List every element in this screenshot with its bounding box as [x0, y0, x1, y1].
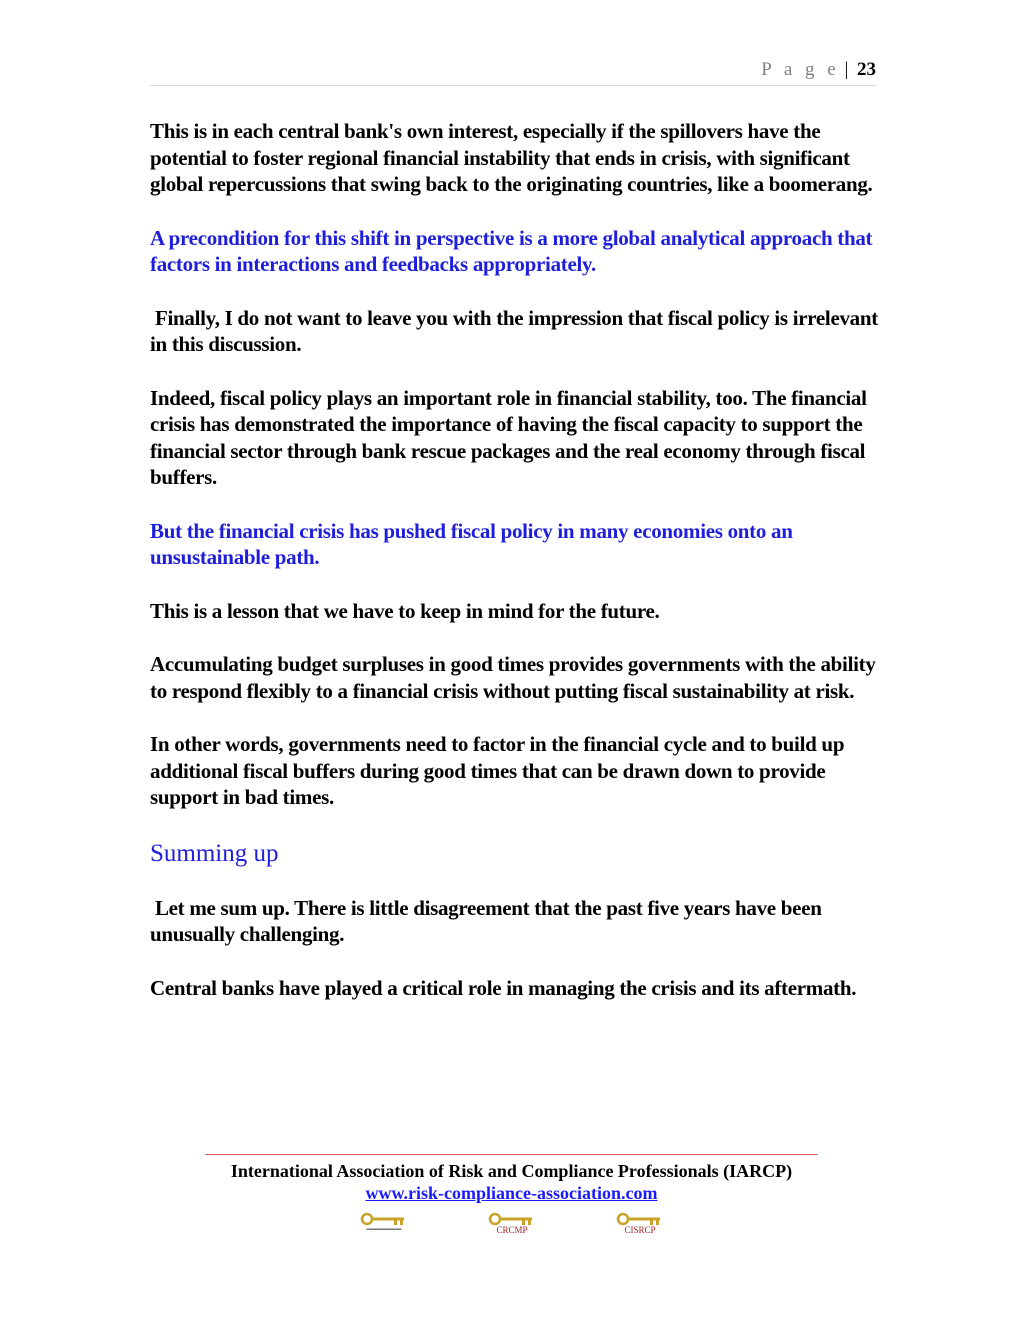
paragraph: Indeed, fiscal policy plays an important role in financial stability, too. The financial crisis has demonstrated the importance of having the fiscal capacity to support the financial sector through bank rescue packages and the real economy through fiscal buffers.: [150, 385, 867, 489]
highlighted-paragraph: A precondition for this shift in perspective is a more global analytical approach that factors in interactions and feedbacks appropriately.: [150, 225, 873, 276]
logo-caption-bar: ▬▬▬▬▬▬▬: [366, 1227, 402, 1232]
key-icon: [360, 1212, 408, 1238]
highlighted-paragraph: But the financial crisis has pushed fiscal policy in many economies onto an unsustainable path.: [150, 518, 793, 569]
page-separator: |: [844, 59, 849, 80]
paragraph: Finally, I do not want to leave you with the impression that fiscal policy is irrelevant in this discussion.: [150, 305, 883, 356]
key-icon: [488, 1212, 536, 1238]
section-heading: Summing up: [150, 839, 279, 867]
page-header: [150, 58, 876, 86]
page-number: 23: [857, 59, 876, 80]
organization-name: International Association of Risk and Compliance Professionals (IARCP): [230, 1161, 793, 1181]
key-icon: [616, 1212, 664, 1238]
logo-label: CISRCP: [624, 1225, 656, 1235]
logo-label: CRCMP: [496, 1225, 528, 1235]
paragraph: Let me sum up. There is little disagreement that the past five years have been unusually challenging.: [150, 895, 827, 946]
paragraph: Accumulating budget surpluses in good times provides governments with the ability to respond flexibly to a financial crisis without putting fiscal sustainability at risk.: [150, 652, 876, 703]
certification-logos: [205, 1212, 818, 1242]
paragraph: This is a lesson that we have to keep in mind for the future.: [150, 598, 660, 623]
paragraph: This is in each central bank's own interest, especially if the spillovers have the potential to foster regional financial instability that ends in crisis, with significant global repercussions that swing back to the originating countries, like a boomerang.: [150, 119, 873, 196]
paragraph: In other words, governments need to factor in the financial cycle and to build up additional fiscal buffers during good times that can be drawn down to provide support in bad times.: [150, 732, 845, 809]
paragraph: Central banks have played a critical role in managing the crisis and its aftermath.: [150, 975, 857, 1000]
page-label: P a g e: [761, 59, 840, 80]
document-body: [150, 118, 883, 1028]
page-footer: [205, 1154, 818, 1235]
website-link[interactable]: www.risk-compliance-association.com: [365, 1183, 658, 1203]
